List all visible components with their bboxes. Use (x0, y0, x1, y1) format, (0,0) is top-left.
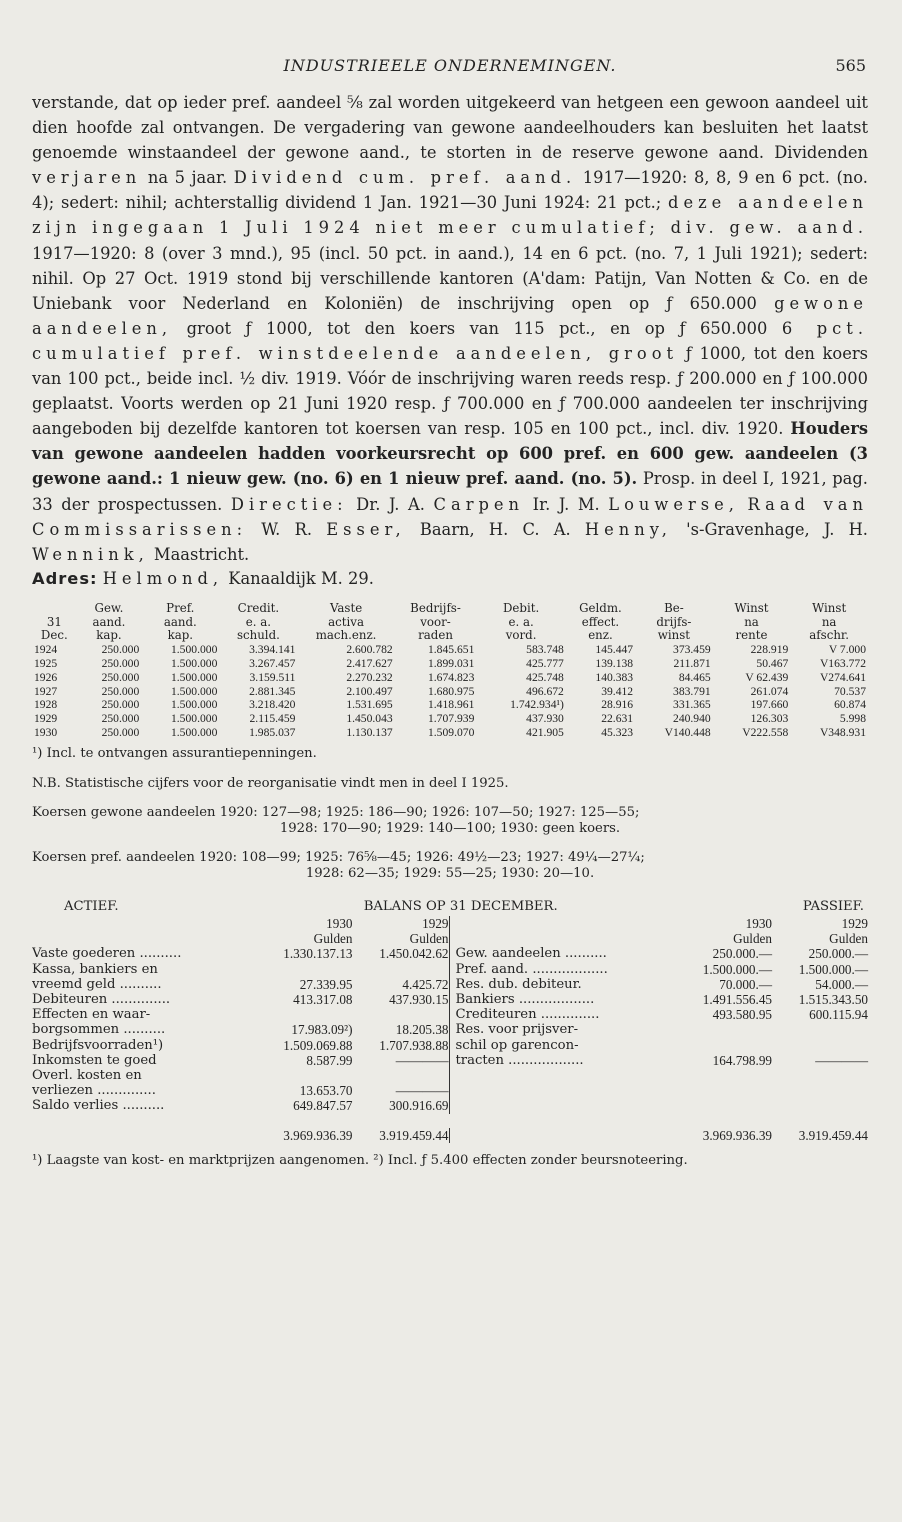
balance-value-1929: ———— (395, 1083, 449, 1099)
balance-value-1930 (658, 1022, 772, 1037)
passief-row (456, 962, 869, 977)
text-run: zal worden uitgekeerd van hetgeen een gewoon aandeel uit dien hoofde zal ontvangen. De vergadering van gewone aandeelhouders kan besluiten het laatst genoemde winstaandeel der gewone aand., te storten in de reserve gewone aand. Dividenden (32, 93, 868, 163)
table-cell: 3.218.420 (249, 698, 296, 712)
text-run: groot ƒ 1000, tot den koers van 115 pct., en op ƒ 650.000 (172, 318, 782, 338)
spaced-name: Louwerse, (608, 494, 739, 514)
table-header-cell: 31 (46, 614, 62, 629)
actief-row (32, 1022, 449, 1037)
table-cell: 2.115.459 (249, 712, 296, 726)
table-cell: 250.000 (101, 684, 140, 698)
actief-row (32, 1083, 449, 1098)
passief-label: PASSIEF. (802, 898, 864, 914)
balance-label: Pref. aand. .................. (455, 961, 608, 977)
balance-value-1930: 493.580.95 (712, 1007, 772, 1023)
table-header-cell: Bedrijfs- (410, 600, 461, 615)
balance-label: Vaste goederen .......... (32, 946, 182, 962)
table-cell: 1.418.961 (427, 698, 475, 712)
balance-label: verliezen .............. (32, 1083, 156, 1099)
table-cell: 1.674.823 (427, 670, 475, 684)
fraction: ½ (239, 369, 256, 389)
table-header-cell: schuld. (236, 628, 280, 643)
passief-row (456, 946, 869, 961)
table-header-cell: rente (735, 628, 768, 643)
balance-value-1929: 1.500.000.— (798, 961, 868, 977)
balance-value-1930: 27.339.95 (299, 976, 353, 992)
table-cell: 145.447 (595, 643, 634, 657)
table-cell: 228.919 (750, 643, 789, 657)
table-header-cell: Pref. (166, 600, 195, 615)
balance-label: vreemd geld .......... (32, 976, 162, 992)
total-passief-1929: 3.919.459.44 (798, 1127, 868, 1143)
balance-value-1930 (239, 1068, 353, 1083)
balance-value-1929 (353, 1007, 449, 1022)
spaced-term: deze aandeelen zijn ingegaan 1 Juli 1924 niet meer cumulatief; div. gew. aand. (32, 193, 868, 238)
balance-label: schil op garencon- (455, 1037, 579, 1053)
total-passief-1930: 3.969.936.39 (702, 1127, 772, 1143)
actief-row (32, 1053, 449, 1068)
koersen-pref (32, 850, 868, 883)
table-cell: 250.000 (101, 670, 140, 684)
text-run: ƒ 650.000 (666, 293, 775, 313)
actief-row (32, 946, 449, 961)
balance-value-1930: 164.798.99 (712, 1052, 772, 1068)
table-cell: 1.500.000 (170, 725, 218, 739)
table-cell: V140.448 (664, 725, 711, 739)
table-cell: V 7.000 (828, 643, 866, 657)
table-header-cell: na (744, 614, 759, 629)
table-cell: 1.500.000 (170, 698, 218, 712)
table-header-cell: activa (328, 614, 364, 629)
text-run: na 5 jaar. (141, 168, 234, 188)
text-run: 1917—1920: 8, 8, 9 en 6 pct. (no. 4); sedert: nihil; achterstallig dividend 1 Jan. 1921—30 Juni 1924: 21 pct.; (32, 168, 868, 213)
table-cell: 437.930 (526, 712, 564, 726)
bold-text: Houders van gewone aandeelen hadden voorkeursrecht op 600 pref. en 600 gew. aandeelen (3 gewone aand.: 1 nieuw gew. (no. 6) en 1 nieuw pref. aand. (no. 5). (32, 419, 868, 489)
table-cell: V348.931 (819, 725, 866, 739)
table-header-cell: Geldm. (579, 600, 622, 615)
address-label: Adres: (32, 568, 98, 588)
balance-value-1930: 1.330.137.13 (283, 946, 353, 962)
table-cell: 2.600.782 (346, 643, 393, 657)
running-title: INDUSTRIEELE ONDERNEMINGEN. (283, 56, 617, 75)
nb-note: N.B. Statistische cijfers voor de reorganisatie vindt men in deel I 1925. (32, 776, 509, 792)
table-header-cell: afschr. (809, 628, 850, 643)
table-cell: V222.558 (742, 725, 789, 739)
spaced-term: Directie: (230, 494, 348, 514)
table-header-cell: Vaste (329, 600, 363, 615)
table-cell: 139.138 (595, 656, 634, 670)
year-header: 1930 (326, 915, 353, 931)
table-cell: 1930 (34, 725, 58, 739)
balance-value-1929: 1.707.938.88 (379, 1037, 449, 1053)
text-run: Ir. J. M. (524, 494, 609, 514)
table-header-row (32, 602, 868, 616)
text-run: Maastricht. (148, 544, 250, 564)
balance-value-1930: 70.000.— (719, 976, 772, 992)
balance-value-1929 (772, 1038, 868, 1053)
passief-row (456, 1007, 869, 1022)
table-cell: 1.509.070 (427, 725, 475, 739)
table-cell: 1.500.000 (170, 684, 218, 698)
table-cell: 1.500.000 (170, 712, 218, 726)
balance-value-1930: 1.491.556.45 (702, 991, 772, 1007)
text-run: verstande, dat op ieder pref. aandeel (32, 93, 348, 112)
actief-row (32, 992, 449, 1007)
table-cell: 250.000 (101, 656, 140, 670)
table-cell: 240.940 (673, 712, 711, 726)
table-cell: 250.000 (101, 725, 140, 739)
balance-value-1929: 4.425.72 (402, 976, 449, 992)
table-header-cell: drijfs- (656, 614, 692, 629)
balance-label: Crediteuren .............. (455, 1007, 600, 1023)
table-header-cell: e. a. (508, 614, 534, 629)
table-cell: 2.100.497 (346, 684, 393, 698)
table-row (32, 643, 868, 657)
table-header-cell: na (821, 614, 837, 629)
table-cell: 2.417.627 (346, 656, 393, 670)
table-row (32, 726, 868, 740)
table-cell: 1928 (34, 698, 58, 712)
table-header-cell: mach.enz. (315, 628, 377, 643)
table-cell: 1.500.000 (170, 643, 218, 657)
balance-value-1929: ———— (395, 1052, 449, 1068)
table-header-cell: vord. (505, 628, 537, 643)
spaced-name: Henny, (584, 519, 672, 539)
table-cell: 1.985.037 (249, 725, 296, 739)
table-cell: 70.537 (834, 684, 866, 698)
table-cell: 1929 (34, 712, 58, 726)
spaced-name: Esser, (326, 519, 406, 539)
table-cell: 250.000 (101, 698, 140, 712)
balance-value-1929: 437.930.15 (389, 991, 449, 1007)
koersen-gewone-line2: 1928: 170—90; 1929: 140—100; 1930: geen koers. (279, 821, 621, 837)
balance-label: Bedrijfsvoorraden¹) (32, 1037, 164, 1053)
table-cell: 22.631 (601, 712, 634, 726)
total-actief-1929: 3.919.459.44 (379, 1127, 449, 1143)
page-header (32, 56, 868, 90)
statistics-table (32, 602, 868, 740)
table-cell: 1926 (34, 670, 58, 684)
passief-row (456, 1053, 869, 1068)
balance-label: Saldo verlies .......... (32, 1098, 165, 1114)
table-cell: 1.130.137 (346, 725, 393, 739)
balance-value-1929 (353, 962, 449, 977)
table-header-cell: Credit. (237, 600, 280, 615)
table-cell: 583.748 (526, 643, 564, 657)
table-cell: 3.267.457 (249, 656, 296, 670)
table-cell: 1.680.975 (427, 684, 475, 698)
table-header-cell: Be- (664, 600, 684, 615)
table-cell: 250.000 (101, 712, 140, 726)
table-header-cell: enz. (588, 628, 613, 643)
text-run: Dr. J. A. (347, 494, 434, 514)
table-header-cell: aand. (163, 614, 197, 629)
address-line (32, 569, 868, 588)
spaced-term: gewone aandeelen, (32, 293, 868, 338)
koersen-gewone-line1: Koersen gewone aandeelen 1920: 127—98; 1925: 186—90; 1926: 107—50; 1927: 125—55; (32, 804, 640, 820)
text-run: div. 1919. Vóór de inschrijving waren reeds resp. ƒ 200.000 en ƒ 100.000 geplaatst. Voorts werden op 21 Juni 1920 resp. ƒ 700.000 en ƒ 700.000 aandeelen ter inschrijving aangeboden bij dezelfde kantoren tot koersen van resp. 105 en 100 pct., incl. div. 1920. (32, 369, 868, 439)
table-cell: 1.845.651 (427, 643, 475, 657)
table-cell: 1927 (34, 684, 58, 698)
table-header-cell: effect. (581, 614, 620, 629)
balance-value-1929: 18.205.38 (395, 1022, 449, 1038)
passief-row (456, 1038, 869, 1053)
passief-column (449, 916, 869, 1114)
table-cell: 39.412 (601, 684, 634, 698)
table-row (32, 657, 868, 671)
text-run: Baarn, H. C. A. (405, 519, 585, 539)
text-run: ƒ 1000, tot den koers van 100 pct., beide incl. (32, 343, 868, 389)
address-city: Helmond, (102, 568, 224, 588)
balance-label: Effecten en waar- (32, 1007, 151, 1023)
table-header-cell: winst (657, 628, 691, 643)
balance-value-1929: 250.000.— (808, 946, 868, 962)
table-row (32, 712, 868, 726)
balance-value-1930: 13.653.70 (299, 1083, 353, 1099)
year-header: 1929 (841, 915, 868, 931)
actief-label: ACTIEF. (64, 898, 119, 914)
passief-row (456, 992, 869, 1007)
spaced-name: Carpen (433, 494, 525, 514)
text-run (739, 495, 748, 514)
balance-label: Overl. kosten en (32, 1067, 142, 1083)
table-cell: 1.450.043 (346, 712, 393, 726)
address-street: Kanaaldijk M. 29. (228, 568, 374, 588)
text-run: 's-Gravenhage, J. H. (671, 519, 868, 539)
table-cell: 2.270.232 (346, 670, 393, 684)
spaced-term: verjaren (32, 168, 142, 188)
table-cell: 1.500.000 (170, 656, 218, 670)
balance-value-1929: 54.000.— (815, 976, 868, 992)
balance-label: borgsommen .......... (32, 1022, 166, 1038)
table-header-cell: Gew. (94, 600, 124, 615)
unit-header: Gulden (409, 931, 449, 947)
balance-value-1930: 413.317.08 (293, 991, 353, 1007)
table-header-cell: Winst (734, 600, 769, 615)
table-row (32, 671, 868, 685)
actief-row (32, 1098, 449, 1113)
unit-header: Gulden (733, 931, 772, 947)
year-header: 1929 (422, 915, 449, 931)
table-cell: 250.000 (101, 643, 140, 657)
balance-footnote: ¹) Laagste van kost- en marktprijzen aangenomen. ²) Incl. ƒ 5.400 effecten zonder beursnoteering. (32, 1152, 688, 1168)
balance-value-1930: 250.000.— (712, 946, 772, 962)
actief-row (32, 1038, 449, 1053)
balance-label: Kassa, bankiers en (32, 961, 158, 977)
balance-value-1930 (239, 962, 353, 977)
total-actief-1930: 3.969.936.39 (283, 1127, 353, 1143)
balance-value-1930: 1.500.000.— (702, 961, 772, 977)
spaced-term: 6 pct. cumulatief pref. winstdeelende aandeelen, groot (32, 318, 868, 363)
table-header-row (32, 616, 868, 630)
actief-row (32, 1068, 449, 1083)
text-run: 1917—1920: 8 (over 3 mnd.), 95 (incl. 50 pct. in aand.), 14 en 6 pct. (no. 7, 1 Juli 1921); sedert: nihil. Op 27 Oct. 1919 stond bij verschillende kantoren (A'dam: Patijn, Van Notten & Co. en de Uniebank voor Nederland en Koloniën) de inschrijving open op (32, 243, 868, 313)
table-header-cell: Debit. (502, 600, 540, 615)
table-cell: 28.916 (601, 698, 634, 712)
balance-label: Gew. aandeelen .......... (455, 946, 607, 962)
page-number: 565 (835, 56, 866, 75)
table-row (32, 698, 868, 712)
koersen-pref-line2: 1928: 62—35; 1929: 55—25; 1930: 20—10. (305, 866, 595, 882)
table-cell: 496.672 (526, 684, 564, 698)
passief-row (456, 1022, 869, 1037)
table-cell: 1.742.934¹) (510, 698, 564, 712)
balance-value-1930: 649.847.57 (293, 1098, 353, 1114)
balance-title: BALANS OP 31 DECEMBER. (363, 898, 558, 914)
table-header-cell: kap. (96, 628, 122, 643)
table-row (32, 685, 868, 699)
table-cell: 3.159.511 (249, 670, 296, 684)
balance-sheet (32, 899, 868, 1168)
balance-value-1930 (658, 1038, 772, 1053)
table-cell: 84.465 (678, 670, 711, 684)
year-header: 1930 (745, 915, 772, 931)
unit-header: Gulden (313, 931, 353, 947)
table-cell: V274.641 (819, 670, 866, 684)
table-cell: 421.905 (526, 725, 564, 739)
spaced-name: Wennink, (32, 544, 149, 564)
table-cell: 1925 (34, 656, 58, 670)
table-cell: 126.303 (750, 712, 789, 726)
balance-label: Res. dub. debiteur. (455, 976, 582, 992)
balance-value-1930: 8.587.99 (306, 1052, 353, 1068)
table-cell: 425.748 (526, 670, 564, 684)
table-cell: V 62.439 (745, 670, 789, 684)
spaced-term: Raad van Commissarissen: (32, 494, 868, 539)
statistics-footnote: ¹) Incl. te ontvangen assurantiepenningen. (32, 745, 317, 761)
balance-value-1930: 17.983.09²) (291, 1022, 353, 1038)
actief-row (32, 1007, 449, 1022)
balance-value-1929: 1.515.343.50 (798, 991, 868, 1007)
balance-value-1929: 600.115.94 (809, 1007, 868, 1023)
table-cell: V163.772 (819, 656, 866, 670)
table-cell: 331.365 (673, 698, 711, 712)
text-run: Prosp. in deel I, 1921, pag. 33 der prospectussen. (32, 469, 868, 514)
koersen-gewone (32, 805, 868, 838)
table-cell: 5.998 (839, 712, 866, 726)
fraction: ⅝ (347, 93, 363, 112)
balance-heading (32, 899, 868, 914)
table-cell: 261.074 (750, 684, 789, 698)
table-header-cell: Dec. (40, 628, 68, 643)
table-cell: 1.500.000 (170, 670, 218, 684)
balance-label: Inkomsten te goed (32, 1052, 157, 1068)
table-cell: 1924 (34, 643, 58, 657)
balance-value-1930 (239, 1007, 353, 1022)
table-cell: 373.459 (673, 643, 711, 657)
table-cell: 3.394.141 (249, 643, 296, 657)
balance-value-1929: 1.450.042.62 (379, 946, 449, 962)
koersen-pref-line1: Koersen pref. aandeelen 1920: 108—99; 1925: 76⅝—45; 1926: 49½—23; 1927: 49¼—27¼; (32, 849, 645, 865)
balance-totals (32, 1128, 868, 1143)
passief-row (456, 977, 869, 992)
table-cell: 197.660 (750, 698, 789, 712)
balance-label: Debiteuren .............. (32, 991, 171, 1007)
balance-value-1929: ———— (815, 1052, 868, 1068)
table-cell: 1.531.695 (346, 698, 393, 712)
table-cell: 45.323 (601, 725, 634, 739)
table-header-row (32, 629, 868, 643)
table-cell: 140.383 (595, 670, 634, 684)
table-header-cell: Winst (812, 600, 847, 615)
body-paragraph (32, 90, 868, 567)
spaced-term: Dividend cum. pref. aand. (233, 168, 577, 188)
table-cell: 1.899.031 (427, 656, 475, 670)
balance-value-1929 (772, 1022, 868, 1037)
balance-value-1929 (353, 1068, 449, 1083)
table-cell: 2.881.345 (249, 684, 296, 698)
balance-value-1929: 300.916.69 (389, 1098, 449, 1114)
table-header-cell (32, 602, 77, 616)
balance-value-1930: 1.509.069.88 (283, 1037, 353, 1053)
table-cell: 425.777 (526, 656, 564, 670)
table-header-cell: raden (418, 628, 453, 643)
table-cell: 1.707.939 (427, 712, 475, 726)
unit-header: Gulden (829, 931, 868, 947)
table-cell: 383.791 (673, 684, 711, 698)
table-header-cell: kap. (167, 628, 194, 643)
table-header-cell: e. a. (245, 614, 272, 629)
actief-row (32, 977, 449, 992)
text-run: W. R. (247, 519, 327, 539)
table-cell: 211.871 (673, 656, 711, 670)
table-header-cell: aand. (92, 614, 126, 629)
table-cell: 60.874 (834, 698, 866, 712)
actief-row (32, 962, 449, 977)
table-header-cell: voor- (420, 614, 451, 629)
balance-label: tracten .................. (455, 1052, 584, 1068)
actief-column (32, 916, 449, 1114)
table-cell: 50.467 (756, 656, 789, 670)
balance-label: Bankiers .................. (455, 991, 595, 1007)
balance-label: Res. voor prijsver- (455, 1022, 579, 1038)
